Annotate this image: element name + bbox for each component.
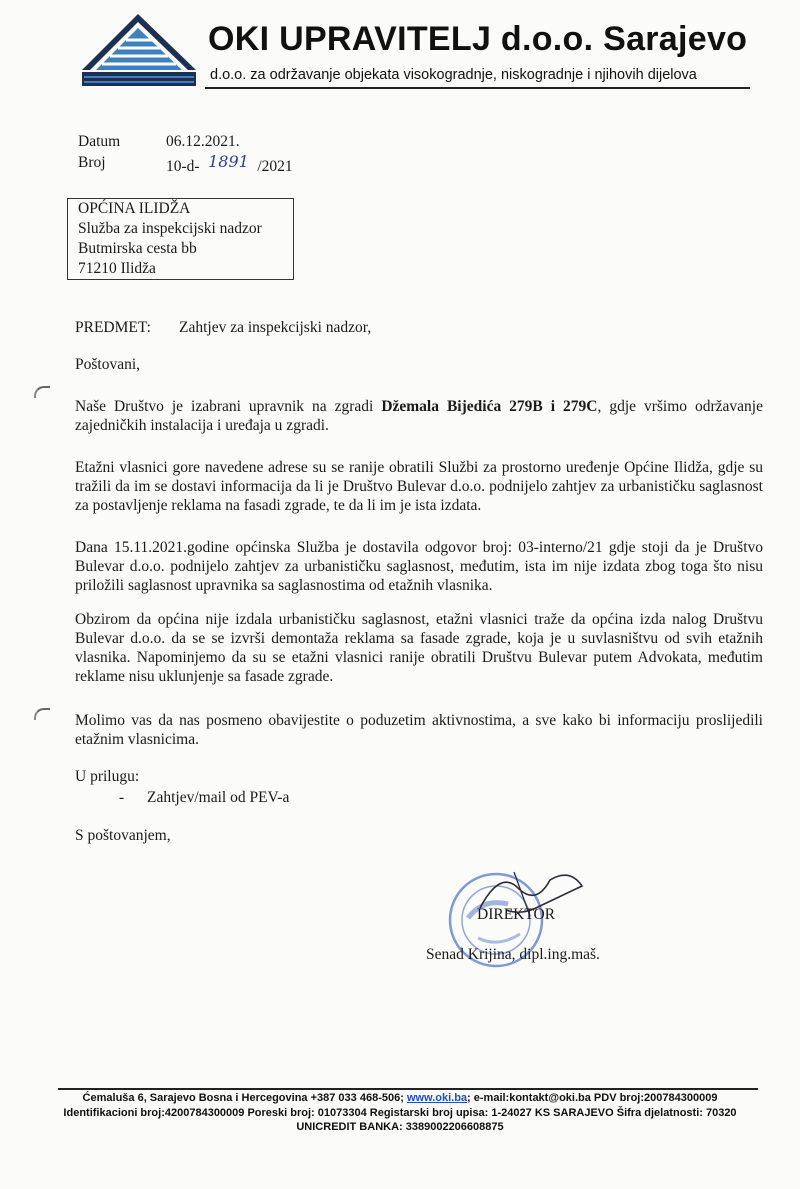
footer-address: Ćemaluša 6, Sarajevo Bosna i Hercegovina +387 033 468-506; <box>82 1092 407 1104</box>
footer-line-2: Identifikacioni broj:4200784300009 Poreski broj: 01073304 Registarski broj upisa: 1-24027 KS SARAJEVO Šifra djelatnosti: 70320 <box>63 1107 737 1119</box>
attachment-bullet: - <box>119 789 125 806</box>
number-prefix: 10-d- <box>166 158 200 175</box>
subject-label: PREDMET: <box>75 319 151 336</box>
punch-mark-bottom <box>34 708 50 720</box>
recipient-line-3: Butmirska cesta bb <box>78 240 197 257</box>
website-link[interactable]: www.oki.ba <box>406 1092 468 1104</box>
reference-number <box>166 152 293 176</box>
paragraph-4: Obzirom da općina nije izdala urbanističku saglasnost, etažni vlasnici traže da općina izda nalog Društvu Bulevar d.o.o. da se se izvrši demontaža reklama sa fasade zgrade, koja je u suvlasništvu od svih etažnih vlasnika. Napominjemo da su se etažni vlasnici ranije obratili Društvu Bulevar putem Advokata, međutim reklame nisu uklunjenje sa fasade zgrade. <box>75 611 763 685</box>
attachment-item: Zahtjev/mail od PEV-a <box>147 789 290 806</box>
footer-line-3: UNICREDIT BANKA: 3389002206608875 <box>296 1121 504 1133</box>
date-label: Datum <box>78 133 121 150</box>
greeting: Poštovani, <box>75 356 141 373</box>
punch-mark-top <box>34 386 50 398</box>
recipient-line-4: 71210 Ilidža <box>78 260 156 277</box>
recipient-line-2: Služba za inspekcijski nadzor <box>78 220 262 237</box>
paragraph-3: Dana 15.11.2021.godine općinska Služba je dostavila odgovor broj: 03-interno/21 gdje stoji da je Društvo Bulevar d.o.o. podnijelo zahtjev za urbanističku saglasnost, međutim, ista im nije izdata zbog toga što nisu priložili saglasnost upravnika sa saglasnostima od etažnih vlasnika. <box>75 539 763 594</box>
recipient-line-1: OPĆINA ILIDŽA <box>78 200 191 217</box>
company-name: OKI UPRAVITELJ d.o.o. Sarajevo <box>208 20 748 58</box>
number-label: Broj <box>78 154 106 171</box>
footer-line-1 <box>0 1092 800 1104</box>
building-address: Džemala Bijedića 279B i 279C <box>381 398 598 415</box>
date-value: 06.12.2021. <box>166 133 240 150</box>
paragraph-1-text-b: , gdje vršimo održavanje zajedničkih instalacija i uređaja u zgradi. <box>75 398 763 434</box>
company-logo <box>80 8 198 88</box>
subject-text: Zahtjev za inspekcijski nadzor, <box>179 319 372 336</box>
paragraph-5: Molimo vas da nas posmeno obavijestite o poduzetim aktivnostima, a sve kako bi informaciju proslijedili etažnim vlasnicima. <box>75 712 763 748</box>
footer-contact: ; e-mail:kontakt@oki.ba PDV broj:200784300009 <box>467 1092 718 1104</box>
closing: S poštovanjem, <box>75 827 171 844</box>
company-tagline: d.o.o. za održavanje objekata visokogradnje, niskogradnje i njihovih dijelova <box>210 67 697 83</box>
header-divider <box>205 87 750 89</box>
footer-divider <box>58 1088 758 1090</box>
handwritten-number: 1891 <box>208 152 249 171</box>
signatory-title: DIREKTOR <box>477 906 556 923</box>
paragraph-2: Etažni vlasnici gore navedene adrese su se ranije obratili Službi za prostorno uređenje Općine Ilidža, gdje su tražili da im se dostavi informacija da li je Društvo Bulevar d.o.o. podnijelo zahtjev za urbanističku saglasnost za postavljenje reklama na fasadi zgrade, te da li im je ista izdata. <box>75 459 763 514</box>
signatory-name: Senad Krijina, dipl.ing.maš. <box>426 946 600 963</box>
number-suffix: /2021 <box>257 158 293 175</box>
paragraph-1 <box>75 397 763 435</box>
attachment-label: U prilugu: <box>75 768 140 785</box>
paragraph-1-text-a: Naše Društvo je izabrani upravnik na zgradi <box>75 398 382 415</box>
